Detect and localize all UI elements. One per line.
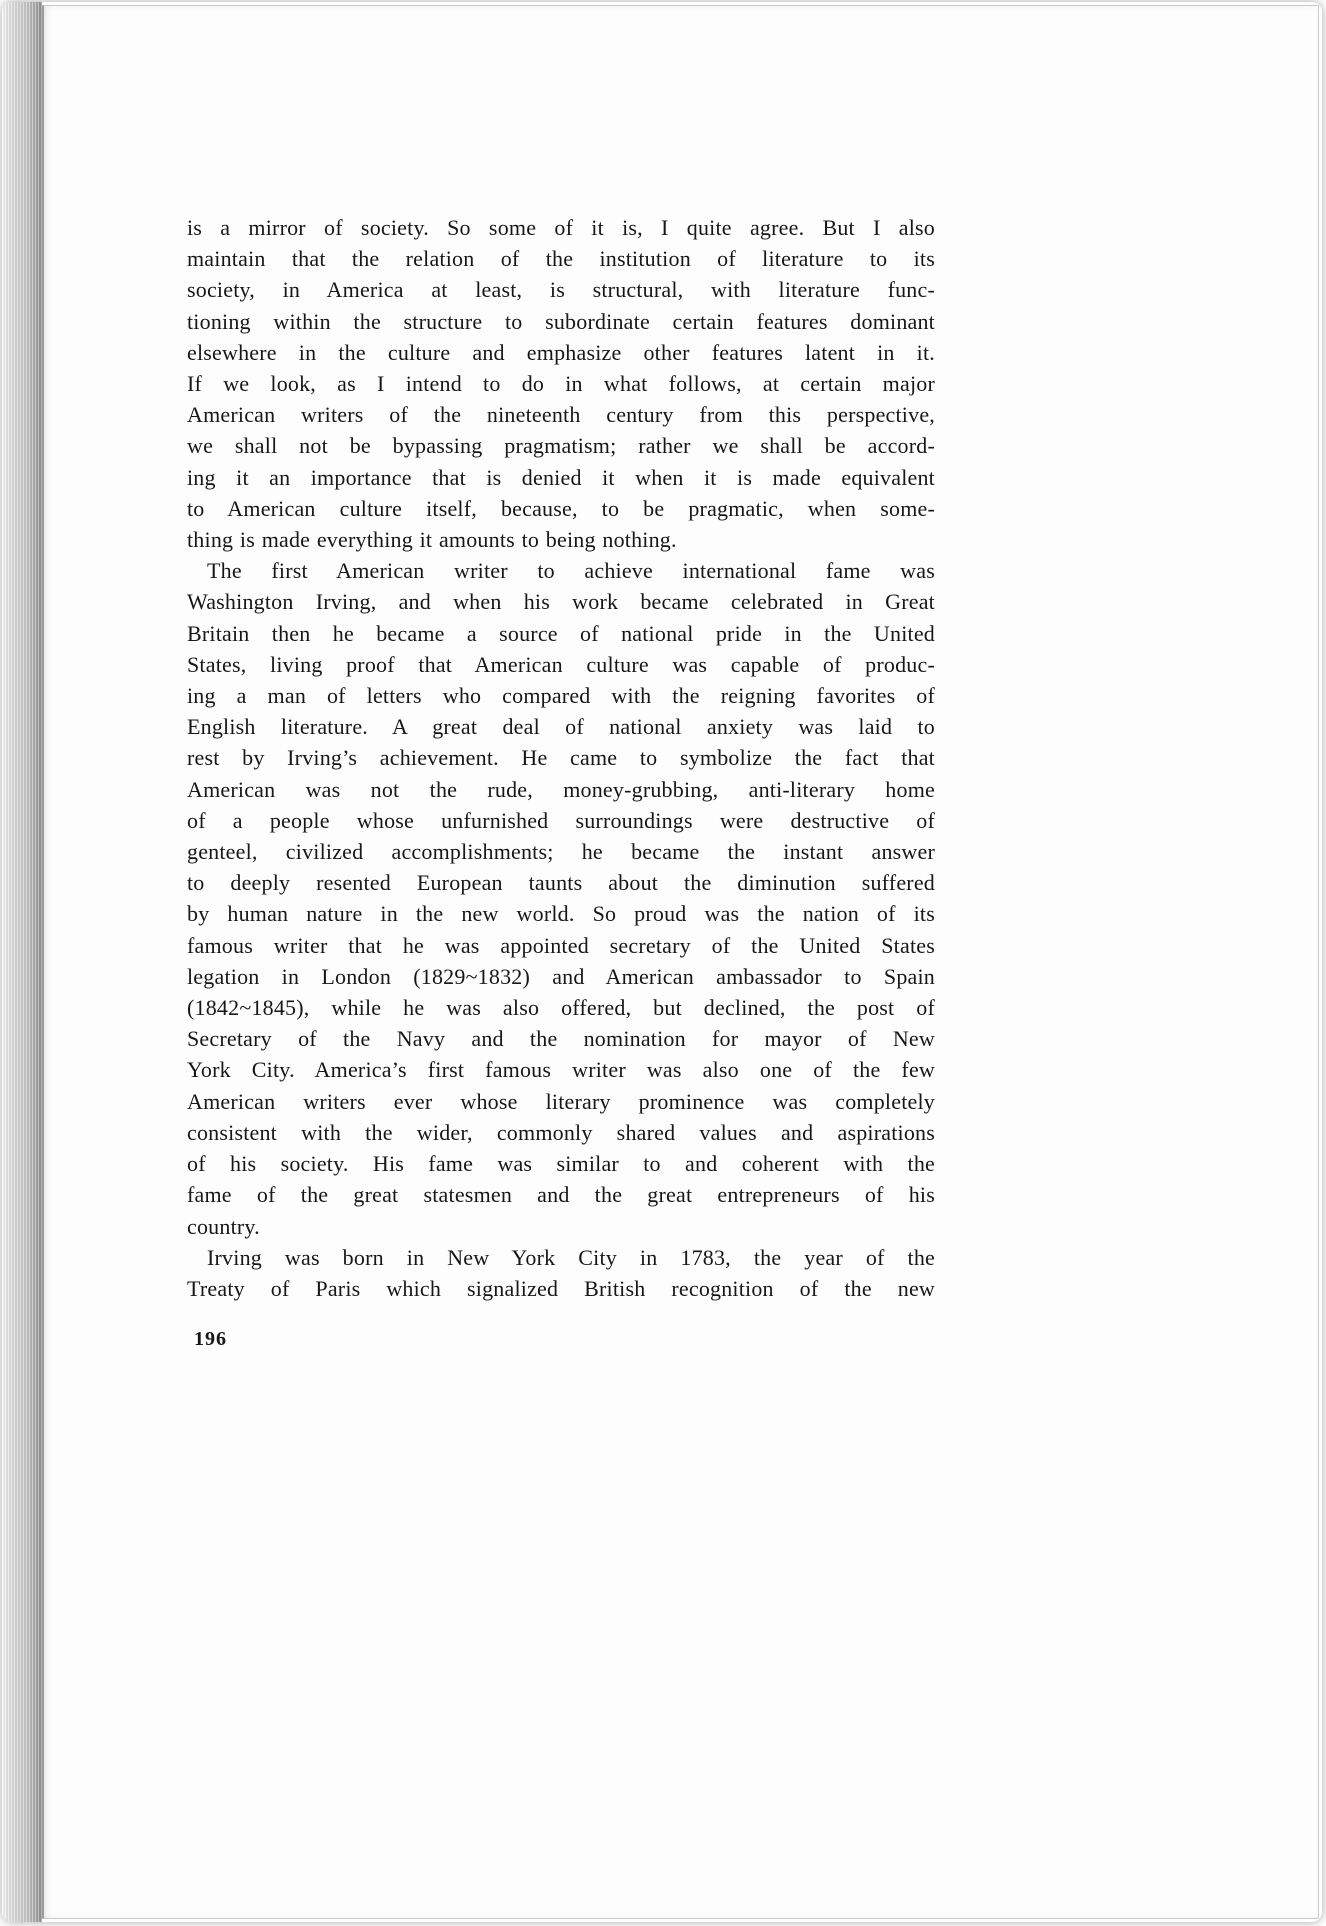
text-line: (1842~1845), while he was also offered, but declined, the post of bbox=[187, 995, 935, 1021]
text-line: to American culture itself, because, to be pragmatic, when some- bbox=[187, 495, 935, 521]
text-line: by human nature in the new world. So proud was the nation of its bbox=[187, 901, 935, 927]
text-line: York City. America’s first famous writer was also one of the few bbox=[187, 1057, 935, 1083]
page-text bbox=[187, 212, 935, 1304]
text-line: American writers of the nineteenth century from this perspective, bbox=[187, 402, 935, 428]
text-line: Irving was born in New York City in 1783, the year of the bbox=[207, 1244, 935, 1270]
text-line: to deeply resented European taunts about the diminution suffered bbox=[187, 870, 935, 896]
text-line: States, living proof that American culture was capable of produc- bbox=[187, 651, 935, 677]
text-line: thing is made everything it amounts to being nothing. bbox=[187, 527, 677, 553]
paragraph bbox=[187, 555, 935, 1241]
text-line: legation in London (1829~1832) and American ambassador to Spain bbox=[187, 963, 935, 989]
text-line: tioning within the structure to subordinate certain features dominant bbox=[187, 308, 935, 334]
paragraph bbox=[187, 1242, 935, 1304]
text-line: consistent with the wider, commonly shared values and aspirations bbox=[187, 1119, 935, 1145]
text-line: rest by Irving’s achievement. He came to symbolize the fact that bbox=[187, 745, 935, 771]
text-line: Britain then he became a source of national pride in the United bbox=[187, 620, 935, 646]
paragraph bbox=[187, 212, 935, 555]
text-line: If we look, as I intend to do in what follows, at certain major bbox=[187, 371, 935, 397]
text-line: is a mirror of society. So some of it is, I quite agree. But I also bbox=[187, 215, 935, 240]
text-line: genteel, civilized accomplishments; he became the instant answer bbox=[187, 839, 935, 865]
text-line: Secretary of the Navy and the nomination for mayor of New bbox=[187, 1026, 935, 1052]
page bbox=[42, 5, 1319, 1919]
text-line: The first American writer to achieve international fame was bbox=[207, 558, 935, 584]
page-number: 196 bbox=[194, 1328, 227, 1350]
text-line: ing it an importance that is denied it when it is made equivalent bbox=[187, 464, 935, 490]
text-line: elsewhere in the culture and emphasize other features latent in it. bbox=[187, 339, 935, 365]
text-line: famous writer that he was appointed secretary of the United States bbox=[187, 932, 935, 958]
text-line: of his society. His fame was similar to and coherent with the bbox=[187, 1151, 935, 1177]
book-page-edge bbox=[2, 2, 42, 1922]
text-line: society, in America at least, is structural, with literature func- bbox=[187, 277, 935, 303]
text-line: American writers ever whose literary prominence was completely bbox=[187, 1088, 935, 1114]
text-line: of a people whose unfurnished surroundings were destructive of bbox=[187, 807, 935, 833]
text-line: maintain that the relation of the institution of literature to its bbox=[187, 246, 935, 272]
text-line: fame of the great statesmen and the great entrepreneurs of his bbox=[187, 1182, 935, 1208]
text-line: ing a man of letters who compared with the reigning favorites of bbox=[187, 683, 935, 709]
text-line: English literature. A great deal of national anxiety was laid to bbox=[187, 714, 935, 740]
text-line: country. bbox=[187, 1213, 260, 1239]
text-line: Washington Irving, and when his work became celebrated in Great bbox=[187, 589, 935, 615]
text-line: American was not the rude, money-grubbing, anti-literary home bbox=[187, 776, 935, 802]
scanned-book-page bbox=[2, 2, 1322, 1922]
text-line: Treaty of Paris which signalized British recognition of the new bbox=[187, 1275, 935, 1301]
text-line: we shall not be bypassing pragmatism; rather we shall be accord- bbox=[187, 433, 935, 459]
